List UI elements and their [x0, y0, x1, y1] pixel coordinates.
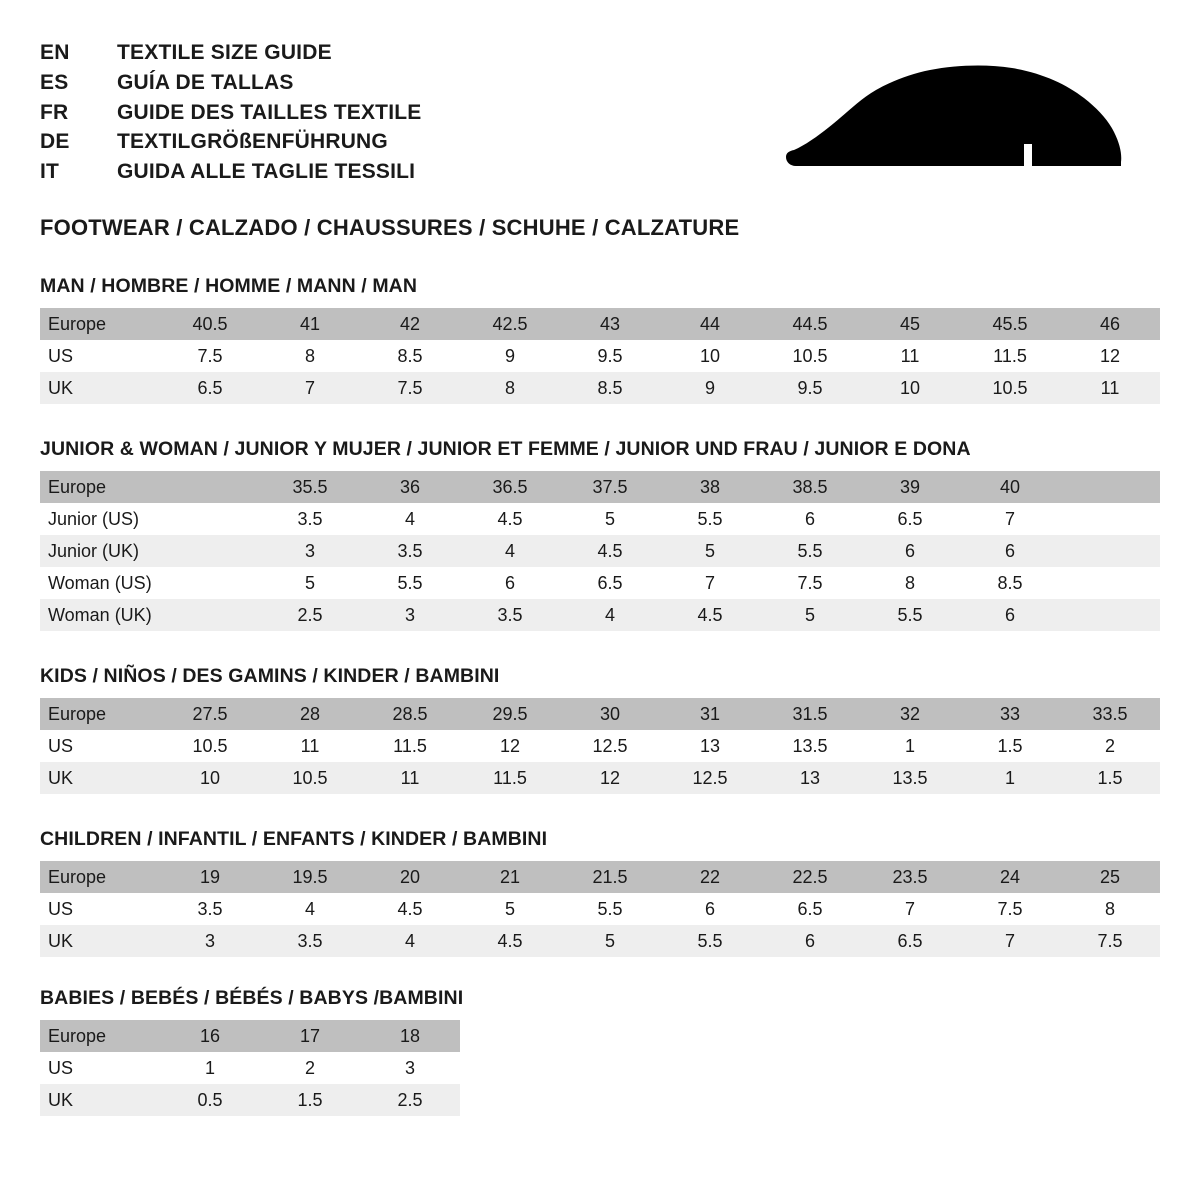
- row-label: US: [40, 893, 160, 925]
- language-code: FR: [40, 100, 69, 124]
- cell: 38: [660, 471, 760, 503]
- cell: 5.5: [760, 535, 860, 567]
- cell: [1060, 503, 1160, 535]
- language-code: EN: [40, 41, 70, 64]
- cell: 5: [660, 535, 760, 567]
- page-header: [40, 38, 1160, 241]
- cell: 2.5: [260, 599, 360, 631]
- cell: 33.5: [1060, 698, 1160, 730]
- cell: 13: [660, 730, 760, 762]
- cell: 8: [860, 567, 960, 599]
- cell: 32: [860, 698, 960, 730]
- cell: 13.5: [760, 730, 860, 762]
- table-row: [40, 925, 1160, 957]
- cell: [1060, 535, 1160, 567]
- cell: 3.5: [260, 503, 360, 535]
- cell: 7.5: [760, 567, 860, 599]
- cell: 3.5: [160, 893, 260, 925]
- row-label: UK: [40, 372, 160, 404]
- row-label: Junior (UK): [40, 535, 160, 567]
- cell: 25: [1060, 861, 1160, 893]
- cell: 4: [360, 503, 460, 535]
- cell: 3: [260, 535, 360, 567]
- cell: 7: [960, 503, 1060, 535]
- cell: 20: [360, 861, 460, 893]
- cell: 19: [160, 861, 260, 893]
- cell: 39: [860, 471, 960, 503]
- cell: 3.5: [360, 535, 460, 567]
- language-code: DE: [40, 130, 70, 154]
- cell: [1060, 471, 1160, 503]
- section-title: CHILDREN / INFANTIL / ENFANTS / KINDER / BAMBINI: [40, 828, 548, 851]
- cell: 3.5: [260, 925, 360, 957]
- cell: 0.5: [160, 1084, 260, 1116]
- cell: 3: [160, 925, 260, 957]
- row-label: Europe: [40, 471, 160, 503]
- cell: 1.5: [1060, 762, 1160, 794]
- language-title: GUIDE DES TAILLES TEXTILE: [117, 100, 422, 124]
- cell: 1.5: [260, 1084, 360, 1116]
- cell: 6: [760, 925, 860, 957]
- cell: 8.5: [560, 372, 660, 404]
- cell: 30: [560, 698, 660, 730]
- cell: 5: [260, 567, 360, 599]
- cell: 37.5: [560, 471, 660, 503]
- cell: 44: [660, 308, 760, 340]
- table-row: [40, 503, 1160, 535]
- table-row: [40, 372, 1160, 404]
- cell: [160, 471, 260, 503]
- cell: 6: [960, 599, 1060, 631]
- cell: 16: [160, 1020, 260, 1052]
- cell: 31.5: [760, 698, 860, 730]
- cell: 4: [460, 535, 560, 567]
- cell: 12.5: [560, 730, 660, 762]
- cell: 46: [1060, 308, 1160, 340]
- cell: 4.5: [560, 535, 660, 567]
- cell: 45: [860, 308, 960, 340]
- size-table-kids: [40, 698, 1160, 794]
- cell: 44.5: [760, 308, 860, 340]
- row-label: UK: [40, 1084, 160, 1116]
- cell: 8: [460, 372, 560, 404]
- cell: 7: [860, 893, 960, 925]
- row-label: UK: [40, 925, 160, 957]
- table-row: [40, 1084, 460, 1116]
- table-row: [40, 762, 1160, 794]
- row-label: US: [40, 340, 160, 372]
- cell: 22.5: [760, 861, 860, 893]
- row-label: Europe: [40, 1020, 160, 1052]
- cell: 11: [360, 762, 460, 794]
- table-row: [40, 471, 1160, 503]
- section-babies: [40, 987, 1160, 1116]
- cell: 5: [560, 503, 660, 535]
- cell: 12: [460, 730, 560, 762]
- cell: 11.5: [460, 762, 560, 794]
- cell: 4.5: [460, 925, 560, 957]
- cell: [160, 503, 260, 535]
- section-title: MAN / HOMBRE / HOMME / MANN / MAN: [40, 275, 418, 298]
- cell: 7.5: [960, 893, 1060, 925]
- size-table-man: [40, 308, 1160, 404]
- cell: 5: [560, 925, 660, 957]
- cell: 5.5: [560, 893, 660, 925]
- cell: 2: [1060, 730, 1160, 762]
- cell: 5.5: [360, 567, 460, 599]
- row-label: Junior (US): [40, 503, 160, 535]
- cell: 7.5: [160, 340, 260, 372]
- cell: 19.5: [260, 861, 360, 893]
- cell: 3.5: [460, 599, 560, 631]
- cell: 8: [1060, 893, 1160, 925]
- section-title: KIDS / NIÑOS / DES GAMINS / KINDER / BAMBINI: [40, 665, 500, 688]
- cell: 7: [660, 567, 760, 599]
- cell: 6: [760, 503, 860, 535]
- row-label: Europe: [40, 861, 160, 893]
- language-title: GUÍA DE TALLAS: [117, 70, 294, 94]
- cell: 45.5: [960, 308, 1060, 340]
- cell: 38.5: [760, 471, 860, 503]
- row-label: Europe: [40, 698, 160, 730]
- cell: 11: [1060, 372, 1160, 404]
- size-table-children: [40, 861, 1160, 957]
- cell: 4: [260, 893, 360, 925]
- cell: 18: [360, 1020, 460, 1052]
- cell: 36.5: [460, 471, 560, 503]
- cell: 4: [360, 925, 460, 957]
- cell: 3: [360, 1052, 460, 1084]
- cell: 27.5: [160, 698, 260, 730]
- cell: 2.5: [360, 1084, 460, 1116]
- cell: 7: [260, 372, 360, 404]
- cell: 17: [260, 1020, 360, 1052]
- cell: 11: [260, 730, 360, 762]
- cell: 4.5: [360, 893, 460, 925]
- cell: 11.5: [960, 340, 1060, 372]
- language-title: TEXTILGRÖßENFÜHRUNG: [117, 130, 388, 154]
- cell: [1060, 599, 1160, 631]
- cell: 10: [860, 372, 960, 404]
- cell: 1: [860, 730, 960, 762]
- cell: 21: [460, 861, 560, 893]
- table-row: [40, 340, 1160, 372]
- cell: 7.5: [1060, 925, 1160, 957]
- section-children: [40, 828, 1160, 957]
- cell: 10.5: [260, 762, 360, 794]
- cell: 4: [560, 599, 660, 631]
- cell: 43: [560, 308, 660, 340]
- cell: 4.5: [660, 599, 760, 631]
- cell: 11.5: [360, 730, 460, 762]
- cell: 3: [360, 599, 460, 631]
- table-row: [40, 535, 1160, 567]
- cell: 9.5: [560, 340, 660, 372]
- cell: 6: [860, 535, 960, 567]
- cell: 6.5: [760, 893, 860, 925]
- cell: 12: [560, 762, 660, 794]
- cell: 40.5: [160, 308, 260, 340]
- cell: [160, 567, 260, 599]
- cell: 4.5: [460, 503, 560, 535]
- table-row: [40, 1020, 460, 1052]
- cell: 5: [760, 599, 860, 631]
- table-row: [40, 599, 1160, 631]
- language-title: TEXTILE SIZE GUIDE: [117, 41, 332, 64]
- row-label: UK: [40, 762, 160, 794]
- section-title: JUNIOR & WOMAN / JUNIOR Y MUJER / JUNIOR ET FEMME / JUNIOR UND FRAU / JUNIOR E DONA: [40, 438, 971, 461]
- cell: [1060, 567, 1160, 599]
- cell: 6.5: [560, 567, 660, 599]
- cell: 29.5: [460, 698, 560, 730]
- cell: 13.5: [860, 762, 960, 794]
- cell: [160, 599, 260, 631]
- dress-shoe-icon: [780, 58, 1130, 198]
- cell: 5.5: [860, 599, 960, 631]
- table-row: [40, 861, 1160, 893]
- cell: 7: [960, 925, 1060, 957]
- cell: 8: [260, 340, 360, 372]
- cell: 40: [960, 471, 1060, 503]
- cell: 42.5: [460, 308, 560, 340]
- table-row: [40, 567, 1160, 599]
- cell: 8.5: [960, 567, 1060, 599]
- language-code: IT: [40, 160, 60, 184]
- language-title: GUIDA ALLE TAGLIE TESSILI: [117, 160, 416, 184]
- cell: 1: [160, 1052, 260, 1084]
- cell: 6.5: [860, 925, 960, 957]
- section-junior-woman: [40, 438, 1160, 631]
- cell: 10: [160, 762, 260, 794]
- size-table-junior-woman: [40, 471, 1160, 631]
- cell: 6.5: [160, 372, 260, 404]
- cell: 36: [360, 471, 460, 503]
- cell: 6: [960, 535, 1060, 567]
- cell: 28.5: [360, 698, 460, 730]
- table-row: [40, 730, 1160, 762]
- cell: 5.5: [660, 925, 760, 957]
- cell: 9: [660, 372, 760, 404]
- cell: [160, 535, 260, 567]
- section-man: [40, 275, 1160, 404]
- language-code: ES: [40, 70, 69, 94]
- cell: 5: [460, 893, 560, 925]
- cell: 5.5: [660, 503, 760, 535]
- cell: 10.5: [160, 730, 260, 762]
- cell: 1.5: [960, 730, 1060, 762]
- cell: 7.5: [360, 372, 460, 404]
- cell: 9.5: [760, 372, 860, 404]
- cell: 6: [460, 567, 560, 599]
- footwear-subtitle: FOOTWEAR / CALZADO / CHAUSSURES / SCHUHE / CALZATURE: [40, 215, 740, 241]
- cell: 8.5: [360, 340, 460, 372]
- cell: 12.5: [660, 762, 760, 794]
- cell: 11: [860, 340, 960, 372]
- cell: 10.5: [960, 372, 1060, 404]
- table-row: [40, 1052, 460, 1084]
- row-label: US: [40, 730, 160, 762]
- row-label: Europe: [40, 308, 160, 340]
- cell: 13: [760, 762, 860, 794]
- cell: 6: [660, 893, 760, 925]
- table-row: [40, 893, 1160, 925]
- row-label: Woman (UK): [40, 599, 160, 631]
- cell: 23.5: [860, 861, 960, 893]
- cell: 35.5: [260, 471, 360, 503]
- cell: 9: [460, 340, 560, 372]
- size-table-babies: [40, 1020, 460, 1116]
- cell: 33: [960, 698, 1060, 730]
- row-label: Woman (US): [40, 567, 160, 599]
- cell: 24: [960, 861, 1060, 893]
- section-title: BABIES / BEBÉS / BÉBÉS / BABYS /BAMBINI: [40, 987, 464, 1010]
- table-row: [40, 308, 1160, 340]
- cell: 22: [660, 861, 760, 893]
- cell: 41: [260, 308, 360, 340]
- cell: 28: [260, 698, 360, 730]
- table-row: [40, 698, 1160, 730]
- cell: 2: [260, 1052, 360, 1084]
- cell: 12: [1060, 340, 1160, 372]
- cell: 10: [660, 340, 760, 372]
- cell: 42: [360, 308, 460, 340]
- cell: 10.5: [760, 340, 860, 372]
- section-kids: [40, 665, 1160, 794]
- cell: 31: [660, 698, 760, 730]
- row-label: US: [40, 1052, 160, 1084]
- cell: 6.5: [860, 503, 960, 535]
- cell: 21.5: [560, 861, 660, 893]
- cell: 1: [960, 762, 1060, 794]
